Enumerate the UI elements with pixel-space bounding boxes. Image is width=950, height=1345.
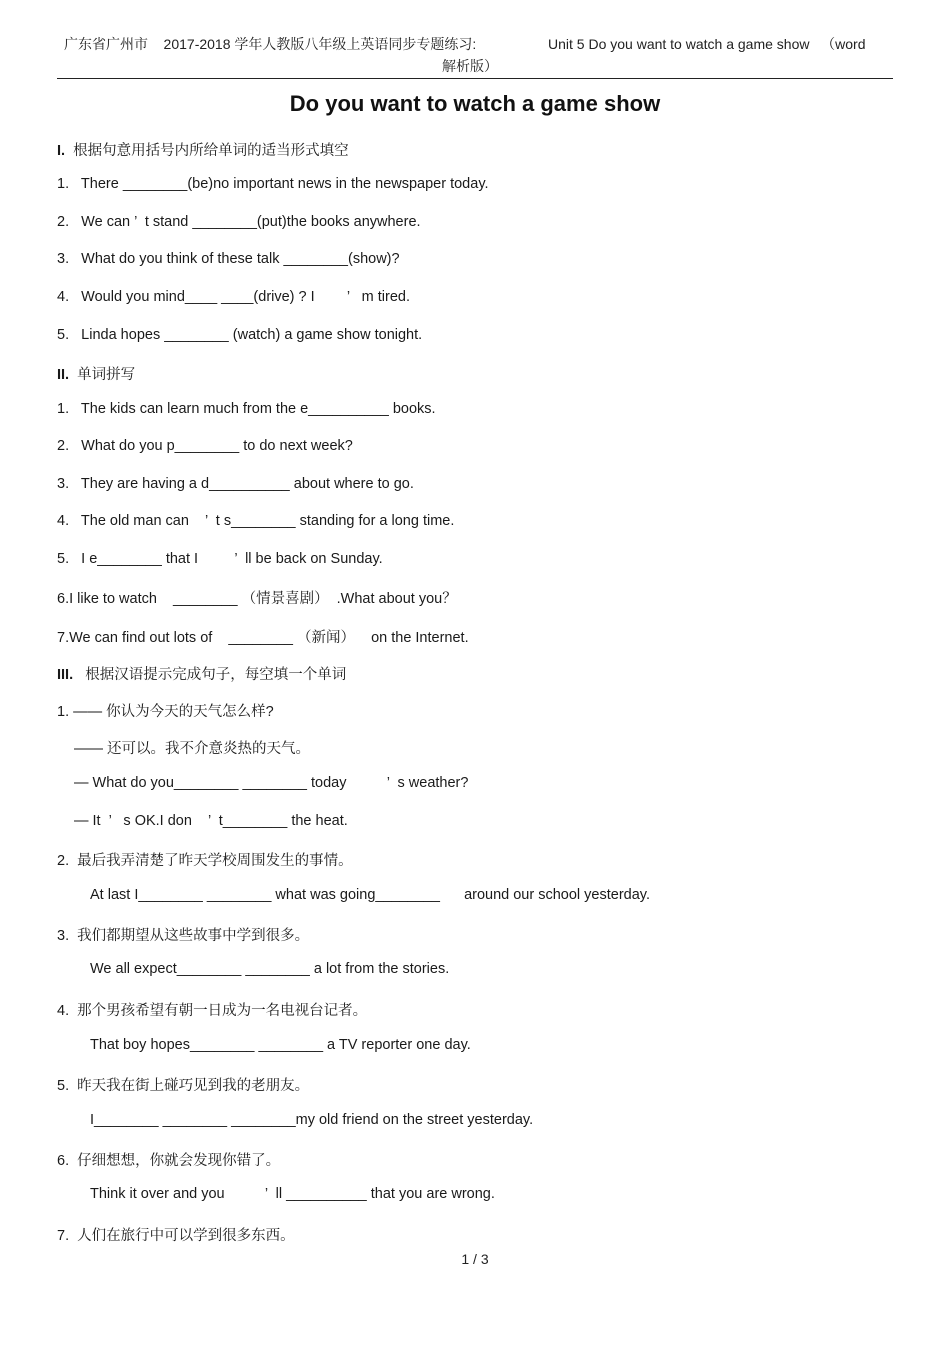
- exercise-line: 2. 最后我弄清楚了昨天学校周围发生的事情。: [57, 853, 353, 869]
- header-divider: [57, 78, 893, 79]
- section-1-text: 根据句意用括号内所给单词的适当形式填空: [73, 143, 349, 159]
- exercise-line: 5. Linda hopes ________ (watch) a game show tonight.: [57, 327, 423, 343]
- exercise-line: —— 还可以。我不介意炎热的天气。: [74, 741, 311, 757]
- exercise-line: 7. 人们在旅行中可以学到很多东西。: [57, 1228, 295, 1244]
- exercise-line: We all expect________ ________ a lot from the stories.: [90, 961, 450, 977]
- exercise-line: 4. 那个男孩希望有朝一日成为一名电视台记者。: [57, 1003, 368, 1019]
- exercise-line: 4. Would you mind____ ____(drive) ? I ’ m tired.: [57, 289, 410, 305]
- section-2-heading: [57, 363, 135, 384]
- section-3-text: 根据汉语提示完成句子，每空填一个单词: [85, 667, 347, 683]
- exercise-line: — It ’ s OK.I don ’ t________ the heat.: [74, 813, 348, 829]
- exercise-line: 6.I like to watch ________ （情景喜剧） .What about you？: [57, 591, 457, 607]
- section-3-heading: [57, 663, 346, 684]
- header-line2: 解析版）: [442, 58, 498, 74]
- page-number: 1 / 3: [461, 1251, 489, 1267]
- exercise-line: 3. They are having a d__________ about where to go.: [57, 476, 414, 492]
- section-1-heading: [57, 139, 349, 160]
- exercise-line: 3. 我们都期望从这些故事中学到很多。: [57, 928, 310, 944]
- exercise-line: 5. I e________ that I ’ ll be back on Sunday.: [57, 551, 383, 567]
- exercise-line: 2. We can ’ t stand ________(put)the books anywhere.: [57, 214, 421, 230]
- exercise-line: 2. What do you p________ to do next week?: [57, 438, 353, 454]
- page-title: Do you want to watch a game show: [289, 91, 661, 116]
- exercise-line: 1. —— 你认为今天的天气怎么样?: [57, 704, 274, 720]
- header-right: Unit 5 Do you want to watch a game show （word: [548, 36, 866, 52]
- exercise-line: Think it over and you ’ ll __________ that you are wrong.: [90, 1186, 495, 1202]
- exercise-line: At last I________ ________ what was going________ around our school yesterday.: [90, 887, 650, 903]
- exercise-line: 1. The kids can learn much from the e__________ books.: [57, 401, 436, 417]
- exercise-line: That boy hopes________ ________ a TV reporter one day.: [90, 1037, 471, 1053]
- section-3-number: III.: [57, 667, 74, 683]
- exercise-line: 4. The old man can ’ t s________ standing for a long time.: [57, 513, 455, 529]
- exercise-line: 5. 昨天我在街上碰巧见到我的老朋友。: [57, 1078, 310, 1094]
- exercise-line: 1. There ________(be)no important news in the newspaper today.: [57, 176, 489, 192]
- section-2-number: II.: [57, 367, 70, 383]
- exercise-line: 7.We can find out lots of ________ （新闻） on the Internet.: [57, 630, 469, 646]
- header-left: 广东省广州市 2017-2018 学年人教版八年级上英语同步专题练习:: [64, 36, 477, 52]
- exercise-line: I________ ________ ________my old friend on the street yesterday.: [90, 1112, 534, 1128]
- exercise-line: — What do you________ ________ today ’ s weather?: [74, 775, 469, 791]
- exercise-line: 6. 仔细想想，你就会发现你错了。: [57, 1153, 281, 1169]
- section-2-text: 单词拼写: [77, 367, 136, 383]
- section-1-number: I.: [57, 143, 66, 159]
- exercise-line: 3. What do you think of these talk ________(show)?: [57, 251, 400, 267]
